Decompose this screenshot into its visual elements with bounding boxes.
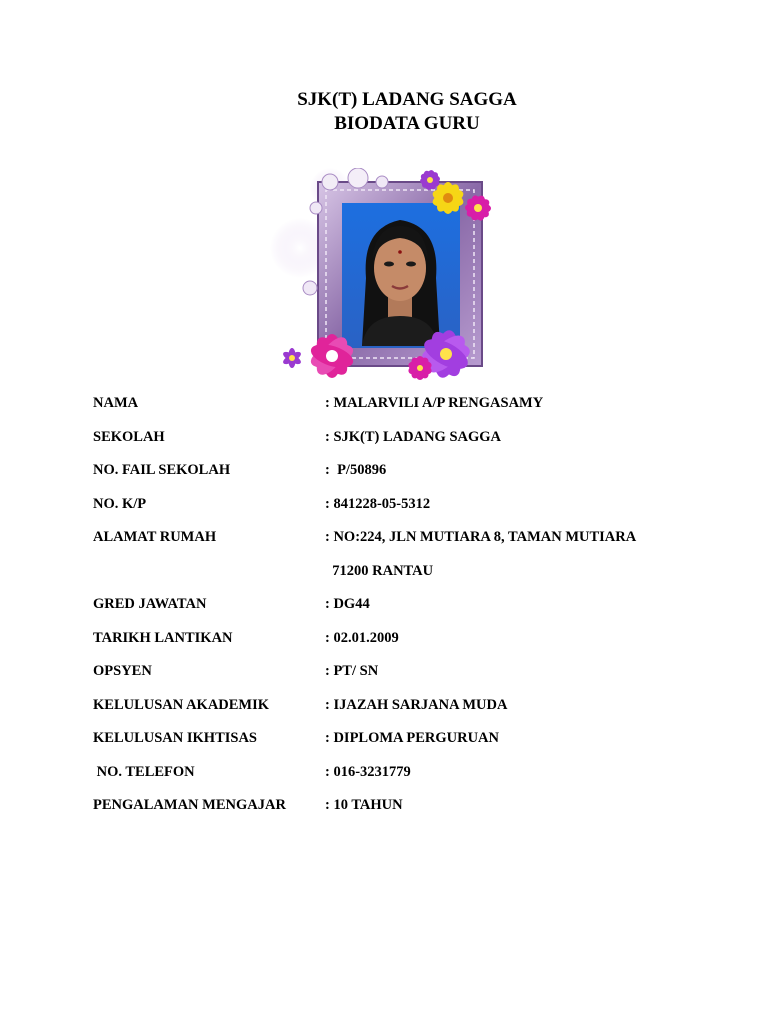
biodata-row — [93, 560, 733, 594]
biodata-label: SEKOLAH — [93, 428, 165, 445]
flower-decoration-bottom-left — [281, 332, 356, 379]
biodata-row — [93, 426, 733, 460]
biodata-value: : 841228-05-5312 — [325, 495, 431, 512]
biodata-value: : SJK(T) LADANG SAGGA — [325, 428, 502, 445]
biodata-heading: BIODATA GURU — [334, 113, 480, 134]
biodata-value: 71200 RANTAU — [325, 562, 434, 579]
biodata-label: GRED JAWATAN — [93, 596, 207, 612]
biodata-row — [93, 761, 733, 795]
biodata-row — [93, 660, 733, 694]
biodata-value: : NO:224, JLN MUTIARA 8, TAMAN MUTIARA — [325, 529, 637, 545]
biodata-label: OPSYEN — [93, 663, 152, 679]
biodata-row — [93, 794, 733, 828]
biodata-label: KELULUSAN IKHTISAS — [93, 730, 257, 746]
biodata-value: : PT/ SN — [325, 663, 379, 679]
biodata-row — [93, 493, 733, 527]
biodata-value: : 10 TAHUN — [325, 797, 403, 813]
floral-photo-frame — [270, 168, 498, 386]
biodata-value: : MALARVILI A/P RENGASAMY — [325, 395, 544, 411]
biodata-list — [93, 392, 733, 828]
biodata-row — [93, 526, 733, 560]
school-name-heading: SJK(T) LADANG SAGGA — [297, 89, 517, 110]
biodata-row — [93, 459, 733, 493]
teacher-portrait-photo — [342, 203, 460, 348]
biodata-label: NO. FAIL SEKOLAH — [93, 462, 231, 478]
biodata-row — [93, 727, 733, 761]
biodata-label: NAMA — [93, 395, 139, 411]
biodata-label: PENGALAMAN MENGAJAR — [93, 797, 286, 813]
biodata-row — [93, 694, 733, 728]
biodata-label: TARIKH LANTIKAN — [93, 629, 233, 646]
biodata-label: NO. K/P — [93, 495, 147, 512]
biodata-label: ALAMAT RUMAH — [93, 529, 217, 545]
biodata-row — [93, 392, 733, 426]
biodata-value: : 016-3231779 — [325, 763, 411, 780]
biodata-row — [93, 593, 733, 627]
biodata-value: : IJAZAH SARJANA MUDA — [325, 696, 508, 713]
biodata-value: : DIPLOMA PERGURUAN — [325, 730, 499, 746]
biodata-value: : P/50896 — [325, 462, 387, 478]
biodata-row — [93, 627, 733, 661]
biodata-label: NO. TELEFON — [93, 763, 195, 780]
biodata-value: : DG44 — [325, 596, 370, 612]
biodata-label: KELULUSAN AKADEMIK — [93, 696, 270, 713]
biodata-value: : 02.01.2009 — [325, 629, 399, 646]
document-title — [0, 88, 768, 136]
